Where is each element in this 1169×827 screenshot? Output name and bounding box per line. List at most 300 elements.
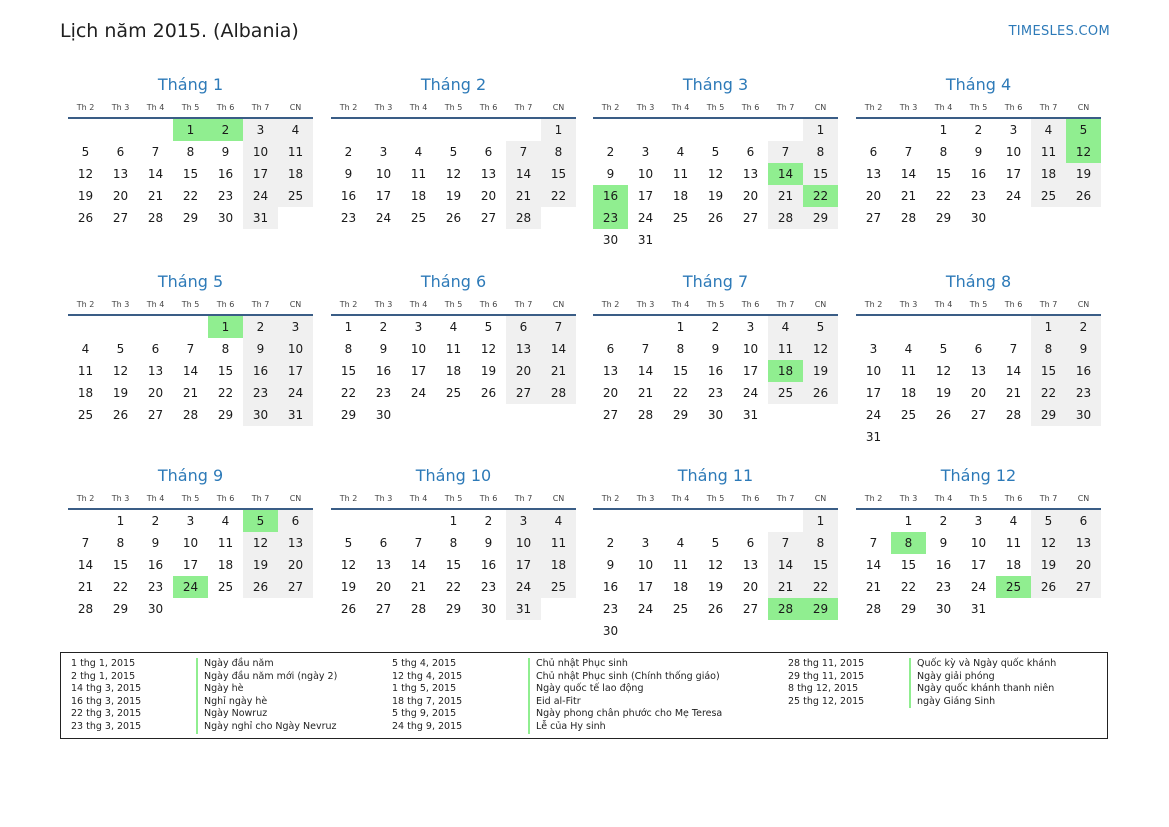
- day-cell: 8: [676, 342, 685, 356]
- holiday-day-cell: 23: [593, 207, 628, 229]
- day-cell: 24: [410, 386, 427, 400]
- day-cell: 1: [541, 119, 576, 141]
- day-cell: 1: [803, 510, 838, 532]
- day-cell: 11: [217, 536, 234, 550]
- day-cell: 24: [637, 602, 654, 616]
- legend-date: 24 thg 9, 2015: [392, 720, 463, 732]
- day-cell: 1: [344, 320, 353, 334]
- holiday-day-cell: 14: [768, 163, 803, 185]
- day-cell: 30: [147, 602, 164, 616]
- empty-cell: [628, 119, 663, 141]
- day-cell: 10: [1005, 145, 1022, 159]
- day-cell: 25: [77, 408, 94, 422]
- day-cell: 29: [1031, 404, 1066, 426]
- empty-cell: [698, 510, 733, 532]
- day-cell: 16: [340, 189, 357, 203]
- day-cell: 3: [974, 514, 983, 528]
- day-grid: [68, 119, 313, 229]
- weekday-label: CN: [552, 300, 565, 309]
- day-cell: 29: [672, 408, 689, 422]
- day-cell: 3: [506, 510, 541, 532]
- day-cell: 26: [340, 602, 357, 616]
- day-cell: 27: [112, 211, 129, 225]
- legend-date: 28 thg 11, 2015: [788, 658, 865, 669]
- weekday-label: Th 5: [706, 494, 725, 503]
- day-cell: 14: [147, 167, 164, 181]
- legend-holiday-name: Ngày phong chân phước cho Mẹ Teresa: [528, 708, 722, 721]
- day-cell: 12: [707, 558, 724, 572]
- day-cell: 1: [803, 119, 838, 141]
- day-cell: 2: [344, 145, 353, 159]
- weekday-label: CN: [289, 300, 302, 309]
- day-cell: 18: [217, 558, 234, 572]
- weekday-label: Th 4: [146, 103, 165, 112]
- day-cell: 6: [484, 145, 493, 159]
- day-cell: 16: [935, 558, 952, 572]
- weekday-label: Th 7: [251, 300, 270, 309]
- site-brand-link[interactable]: TIMESLES.COM: [1008, 24, 1110, 39]
- weekday-label: Th 7: [251, 103, 270, 112]
- month-block: [856, 465, 1101, 620]
- day-cell: 28: [147, 211, 164, 225]
- day-grid: [856, 316, 1101, 448]
- day-cell: 30: [602, 233, 619, 247]
- day-cell: 8: [1031, 338, 1066, 360]
- day-cell: 4: [449, 320, 458, 334]
- day-cell: 11: [1031, 141, 1066, 163]
- day-cell: 9: [606, 167, 615, 181]
- day-cell: 7: [641, 342, 650, 356]
- empty-cell: [663, 510, 698, 532]
- day-cell: 9: [711, 342, 720, 356]
- day-cell: 7: [768, 141, 803, 163]
- day-cell: 25: [410, 211, 427, 225]
- day-cell: 15: [217, 364, 234, 378]
- day-cell: 6: [869, 145, 878, 159]
- day-cell: 13: [112, 167, 129, 181]
- weekday-label: Th 6: [741, 300, 760, 309]
- day-cell: 8: [344, 342, 353, 356]
- legend-date: 8 thg 12, 2015: [788, 683, 859, 695]
- day-cell: 14: [410, 558, 427, 572]
- weekday-label: Th 4: [671, 300, 690, 309]
- day-cell: 19: [1031, 554, 1066, 576]
- empty-cell: [961, 316, 996, 338]
- day-cell: 23: [340, 211, 357, 225]
- day-cell: 29: [112, 602, 129, 616]
- day-cell: 29: [182, 211, 199, 225]
- day-cell: 11: [541, 532, 576, 554]
- weekday-label: Th 4: [934, 300, 953, 309]
- weekday-label: Th 3: [899, 494, 918, 503]
- weekday-header: [856, 101, 1101, 115]
- day-cell: 7: [186, 342, 195, 356]
- weekday-label: Th 3: [111, 494, 130, 503]
- empty-cell: [733, 510, 768, 532]
- weekday-label: Th 2: [864, 300, 883, 309]
- day-cell: 11: [77, 364, 94, 378]
- day-cell: 10: [742, 342, 759, 356]
- day-cell: 9: [606, 558, 615, 572]
- month-title: Tháng 6: [420, 272, 487, 291]
- day-cell: 15: [445, 558, 462, 572]
- day-cell: 11: [672, 167, 689, 181]
- weekday-label: Th 4: [409, 300, 428, 309]
- day-cell: 14: [900, 167, 917, 181]
- day-cell: 17: [637, 580, 654, 594]
- weekday-label: Th 7: [1039, 103, 1058, 112]
- day-cell: 4: [541, 510, 576, 532]
- weekday-label: CN: [289, 494, 302, 503]
- day-cell: 9: [1066, 338, 1101, 360]
- day-cell: 11: [900, 364, 917, 378]
- day-cell: 4: [676, 145, 685, 159]
- day-cell: 13: [147, 364, 164, 378]
- day-cell: 29: [900, 602, 917, 616]
- day-cell: 5: [344, 536, 353, 550]
- day-cell: 30: [1066, 404, 1101, 426]
- empty-cell: [366, 119, 401, 141]
- day-cell: 9: [484, 536, 493, 550]
- day-cell: 12: [77, 167, 94, 181]
- day-cell: 10: [637, 167, 654, 181]
- weekday-label: Th 5: [181, 494, 200, 503]
- day-cell: 12: [243, 532, 278, 554]
- weekday-label: Th 2: [864, 494, 883, 503]
- day-cell: 27: [970, 408, 987, 422]
- empty-cell: [996, 316, 1031, 338]
- day-cell: 26: [77, 211, 94, 225]
- day-cell: 8: [939, 145, 948, 159]
- weekday-header: [856, 298, 1101, 312]
- weekday-header: [856, 492, 1101, 506]
- weekday-label: Th 5: [181, 103, 200, 112]
- day-cell: 3: [414, 320, 423, 334]
- day-cell: 21: [147, 189, 164, 203]
- day-cell: 20: [742, 580, 759, 594]
- day-cell: 22: [445, 580, 462, 594]
- weekday-label: CN: [1077, 103, 1090, 112]
- day-cell: 10: [865, 364, 882, 378]
- empty-cell: [698, 119, 733, 141]
- day-cell: 15: [541, 163, 576, 185]
- empty-cell: [768, 510, 803, 532]
- holiday-day-cell: 28: [768, 598, 803, 620]
- day-cell: 10: [243, 141, 278, 163]
- day-cell: 25: [768, 382, 803, 404]
- weekday-label: Th 3: [374, 494, 393, 503]
- day-cell: 28: [900, 211, 917, 225]
- day-cell: 26: [707, 602, 724, 616]
- page-title: Lịch năm 2015. (Albania): [60, 20, 299, 42]
- day-cell: 2: [243, 316, 278, 338]
- day-cell: 3: [641, 536, 650, 550]
- day-cell: 8: [186, 145, 195, 159]
- holiday-day-cell: 2: [208, 119, 243, 141]
- day-cell: 19: [112, 386, 129, 400]
- holiday-day-cell: 1: [208, 316, 243, 338]
- day-cell: 26: [935, 408, 952, 422]
- weekday-label: Th 5: [444, 103, 463, 112]
- day-cell: 8: [803, 532, 838, 554]
- weekday-label: Th 5: [444, 494, 463, 503]
- day-cell: 16: [217, 167, 234, 181]
- day-cell: 22: [1031, 382, 1066, 404]
- day-cell: 4: [1031, 119, 1066, 141]
- legend-dates-col-1: [71, 658, 141, 734]
- day-cell: 4: [278, 119, 313, 141]
- month-block: [593, 465, 838, 642]
- day-cell: 15: [803, 554, 838, 576]
- day-cell: 15: [1031, 360, 1066, 382]
- weekday-label: Th 6: [216, 494, 235, 503]
- weekday-label: Th 3: [374, 103, 393, 112]
- legend-date: 5 thg 9, 2015: [392, 708, 457, 720]
- month-title: Tháng 2: [420, 75, 487, 94]
- weekday-label: Th 3: [636, 494, 655, 503]
- weekday-label: Th 3: [374, 300, 393, 309]
- day-cell: 13: [742, 167, 759, 181]
- day-cell: 6: [151, 342, 160, 356]
- weekday-header: [68, 298, 313, 312]
- day-cell: 22: [182, 189, 199, 203]
- empty-cell: [926, 316, 961, 338]
- weekday-header: [331, 298, 576, 312]
- weekday-header: [331, 101, 576, 115]
- day-cell: 6: [746, 145, 755, 159]
- day-cell: 9: [939, 536, 948, 550]
- weekday-label: Th 6: [741, 494, 760, 503]
- day-cell: 22: [217, 386, 234, 400]
- month-title: Tháng 5: [157, 272, 224, 291]
- day-cell: 17: [182, 558, 199, 572]
- day-cell: 3: [746, 320, 755, 334]
- day-cell: 23: [707, 386, 724, 400]
- day-cell: 17: [375, 189, 392, 203]
- day-cell: 16: [243, 360, 278, 382]
- empty-cell: [891, 119, 926, 141]
- weekday-header: [331, 492, 576, 506]
- day-cell: 23: [243, 382, 278, 404]
- day-cell: 13: [278, 532, 313, 554]
- weekday-label: Th 2: [339, 494, 358, 503]
- day-cell: 23: [1066, 382, 1101, 404]
- day-cell: 30: [970, 211, 987, 225]
- day-cell: 4: [768, 316, 803, 338]
- day-cell: 28: [768, 207, 803, 229]
- day-cell: 26: [707, 211, 724, 225]
- empty-cell: [506, 119, 541, 141]
- day-cell: 6: [116, 145, 125, 159]
- weekday-label: Th 5: [181, 300, 200, 309]
- holiday-day-cell: 18: [768, 360, 803, 382]
- legend-holiday-name: Ngày đầu năm: [196, 658, 337, 671]
- legend-date: 14 thg 3, 2015: [71, 683, 142, 695]
- day-cell: 23: [217, 189, 234, 203]
- day-cell: 31: [278, 404, 313, 426]
- day-cell: 21: [506, 185, 541, 207]
- weekday-label: Th 3: [111, 103, 130, 112]
- day-cell: 5: [484, 320, 493, 334]
- day-cell: 21: [768, 576, 803, 598]
- weekday-header: [593, 101, 838, 115]
- day-cell: 28: [637, 408, 654, 422]
- day-cell: 11: [410, 167, 427, 181]
- day-cell: 21: [637, 386, 654, 400]
- day-cell: 9: [379, 342, 388, 356]
- day-cell: 12: [480, 342, 497, 356]
- day-cell: 26: [1031, 576, 1066, 598]
- empty-cell: [856, 119, 891, 141]
- month-title: Tháng 4: [945, 75, 1012, 94]
- day-cell: 20: [742, 189, 759, 203]
- day-cell: 19: [77, 189, 94, 203]
- day-grid: [331, 510, 576, 620]
- empty-cell: [593, 119, 628, 141]
- holiday-day-cell: 8: [891, 532, 926, 554]
- day-cell: 12: [707, 167, 724, 181]
- day-cell: 8: [541, 141, 576, 163]
- month-title: Tháng 7: [682, 272, 749, 291]
- weekday-label: Th 2: [339, 103, 358, 112]
- day-cell: 1: [904, 514, 913, 528]
- day-cell: 13: [375, 558, 392, 572]
- day-cell: 3: [186, 514, 195, 528]
- weekday-label: Th 4: [146, 494, 165, 503]
- day-cell: 27: [480, 211, 497, 225]
- weekday-label: Th 7: [776, 103, 795, 112]
- day-cell: 7: [541, 316, 576, 338]
- day-cell: 7: [81, 536, 90, 550]
- day-cell: 7: [414, 536, 423, 550]
- empty-cell: [173, 316, 208, 338]
- holiday-day-cell: 16: [593, 185, 628, 207]
- day-cell: 30: [480, 602, 497, 616]
- day-cell: 25: [1031, 185, 1066, 207]
- day-cell: 7: [151, 145, 160, 159]
- legend-date: 29 thg 11, 2015: [788, 670, 865, 682]
- empty-cell: [103, 119, 138, 141]
- day-cell: 9: [243, 338, 278, 360]
- weekday-label: Th 3: [636, 300, 655, 309]
- legend-names-col-3: [909, 658, 1056, 708]
- day-cell: 30: [217, 211, 234, 225]
- day-cell: 1: [676, 320, 685, 334]
- day-cell: 13: [865, 167, 882, 181]
- day-cell: 19: [480, 364, 497, 378]
- weekday-label: Th 7: [776, 494, 795, 503]
- weekday-label: Th 5: [969, 300, 988, 309]
- day-cell: 11: [445, 342, 462, 356]
- weekday-label: Th 4: [671, 494, 690, 503]
- day-cell: 7: [904, 145, 913, 159]
- day-cell: 2: [711, 320, 720, 334]
- weekday-label: Th 6: [479, 103, 498, 112]
- day-cell: 7: [768, 532, 803, 554]
- day-cell: 1: [449, 514, 458, 528]
- day-cell: 25: [445, 386, 462, 400]
- day-cell: 18: [1031, 163, 1066, 185]
- legend-date: 18 thg 7, 2015: [392, 695, 463, 707]
- weekday-label: Th 6: [216, 103, 235, 112]
- weekday-label: Th 5: [444, 300, 463, 309]
- month-block: [68, 74, 313, 229]
- day-cell: 29: [217, 408, 234, 422]
- day-cell: 4: [904, 342, 913, 356]
- day-cell: 27: [742, 602, 759, 616]
- day-cell: 17: [506, 554, 541, 576]
- day-cell: 20: [375, 580, 392, 594]
- weekday-label: Th 2: [339, 300, 358, 309]
- weekday-label: Th 4: [409, 103, 428, 112]
- day-cell: 6: [746, 536, 755, 550]
- weekday-label: Th 4: [934, 494, 953, 503]
- day-cell: 2: [606, 145, 615, 159]
- day-cell: 3: [641, 145, 650, 159]
- day-cell: 24: [637, 211, 654, 225]
- day-cell: 12: [340, 558, 357, 572]
- day-cell: 30: [602, 624, 619, 638]
- month-block: [68, 465, 313, 620]
- holiday-day-cell: 25: [996, 576, 1031, 598]
- day-cell: 6: [1066, 510, 1101, 532]
- month-block: [331, 74, 576, 229]
- day-cell: 19: [340, 580, 357, 594]
- day-cell: 21: [1005, 386, 1022, 400]
- day-cell: 17: [410, 364, 427, 378]
- day-cell: 22: [340, 386, 357, 400]
- day-cell: 15: [340, 364, 357, 378]
- day-cell: 10: [970, 536, 987, 550]
- day-grid: [593, 510, 838, 642]
- legend-holiday-name: Ngày Nowruz: [196, 708, 337, 721]
- day-cell: 10: [506, 532, 541, 554]
- day-cell: 14: [768, 554, 803, 576]
- weekday-label: Th 5: [969, 494, 988, 503]
- day-cell: 14: [77, 558, 94, 572]
- holiday-day-cell: 24: [173, 576, 208, 598]
- day-cell: 18: [410, 189, 427, 203]
- day-cell: 29: [340, 408, 357, 422]
- empty-cell: [733, 119, 768, 141]
- day-cell: 31: [243, 207, 278, 229]
- month-title: Tháng 9: [157, 466, 224, 485]
- day-cell: 12: [445, 167, 462, 181]
- day-cell: 20: [865, 189, 882, 203]
- legend-dates-col-3: [788, 658, 864, 708]
- weekday-label: Th 2: [864, 103, 883, 112]
- day-cell: 22: [672, 386, 689, 400]
- day-cell: 20: [278, 554, 313, 576]
- weekday-label: Th 2: [76, 300, 95, 309]
- day-cell: 2: [1066, 316, 1101, 338]
- day-cell: 4: [1009, 514, 1018, 528]
- weekday-label: Th 3: [899, 103, 918, 112]
- day-cell: 23: [480, 580, 497, 594]
- day-cell: 18: [1005, 558, 1022, 572]
- weekday-label: Th 7: [514, 103, 533, 112]
- holiday-day-cell: 5: [243, 510, 278, 532]
- day-cell: 22: [112, 580, 129, 594]
- day-cell: 25: [672, 211, 689, 225]
- day-cell: 11: [768, 338, 803, 360]
- empty-cell: [331, 510, 366, 532]
- weekday-label: CN: [814, 103, 827, 112]
- day-cell: 2: [606, 536, 615, 550]
- empty-cell: [68, 119, 103, 141]
- day-cell: 19: [1066, 163, 1101, 185]
- weekday-label: Th 4: [934, 103, 953, 112]
